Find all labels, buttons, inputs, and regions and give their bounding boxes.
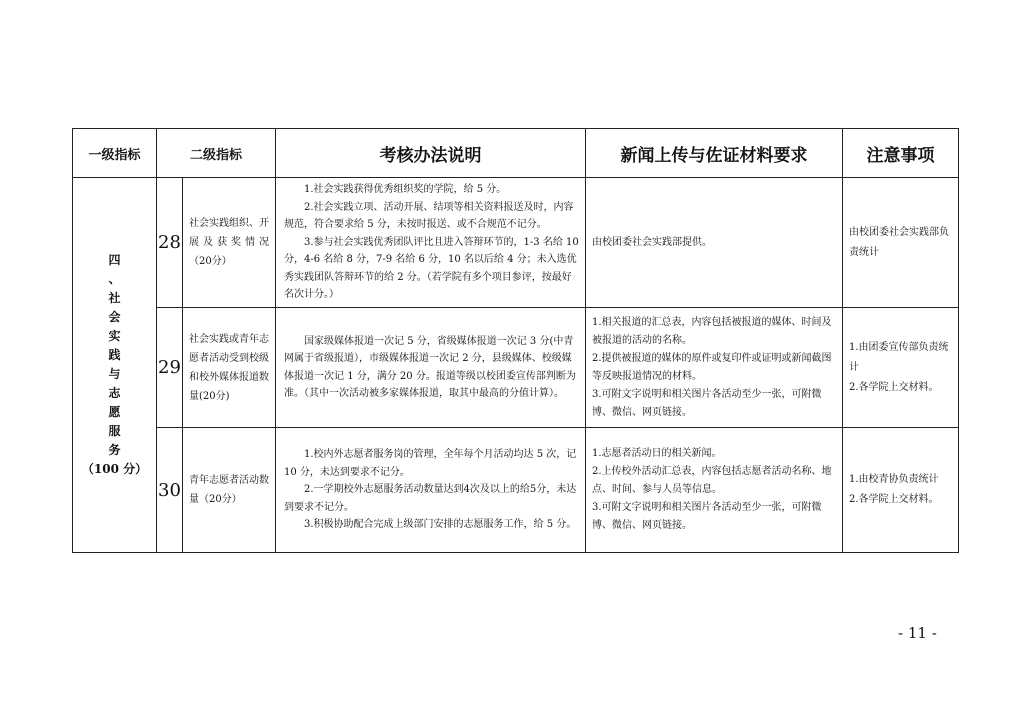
method-line: 国家级媒体报道一次记 5 分，省级媒体报道一次记 3 分(中青网属于省级报道），市级媒体报道一次记 2 分，县级媒体、校级媒体报道一次记 1 分，满分 20 分。报道等级以校团委宣传部判断为准。（其中一次活动被多家媒体报道，取其中最高的分值计算）。 [284,335,576,399]
materials-line: 由校团委社会实践部提供。 [592,236,713,248]
method-line: 2.一学期校外志愿服务活动数量达到4次及以上的给5分，未达到要求不记分。 [284,484,577,513]
method-line: 2.社会实践立项、活动开展、结项等相关资料报送及时，内容规范，符合要求给 5 分，未按时报送、或不合规范不记分。 [284,201,574,231]
method-line: 1.社会实践获得优秀组织奖的学院，给 5 分。 [304,184,507,196]
notes-line: 1.由团委宣传部负责统计 [849,341,949,373]
row-number: 29 [157,308,183,428]
category-char: 会 [108,310,121,324]
category-char: 志 [108,386,121,400]
category-cell [73,178,157,553]
category-char: 、 [108,272,121,286]
header-materials: 新闻上传与佐证材料要求 [586,129,843,178]
table-header-row [73,129,959,178]
materials-line: 3.可附文字说明和相关图片各活动至少一张，可附微博、微信、网页链接。 [592,502,822,531]
notes-line: 由校团委社会实践部负责统计 [849,226,950,258]
materials-line: 3.可附文字说明和相关图片各活动至少一张，可附微博、微信、网页链接。 [592,388,822,418]
notes-cell [843,178,959,308]
row-number: 28 [157,178,183,308]
header-method: 考核办法说明 [276,129,586,178]
category-char: 实 [108,329,121,343]
category-char: 愿 [108,405,121,419]
category-score: （100 分） [81,462,148,476]
category-char: 四 [108,253,121,267]
table-row [73,308,959,428]
sub-indicator: 社会实践组织、开展及获奖情况（20分） [183,178,276,308]
category-char: 践 [108,348,121,362]
materials-cell [586,308,843,428]
method-line: 3.参与社会实践优秀团队评比且进入答辩环节的，1-3 名给 10 分，4-6 名给 8 分，7-9 名给 6 分，10 名以后给 4 分；未入选优秀实践团队答辩环节的给 2 分。（若学院有多个项目参评，按最好名次计分。） [284,236,579,301]
category-char: 与 [108,367,121,381]
method-line: 3.积极协助配合完成上级部门安排的志愿服务工作，给 5 分。 [304,519,577,531]
evaluation-table [72,128,959,553]
materials-line: 2.提供被报道的媒体的原件或复印件或证明或新闻截图等反映报道情况的材料。 [592,352,832,382]
row-number: 30 [157,428,183,553]
materials-line: 1.志愿者活动日的相关新闻。 [592,448,722,459]
header-notes: 注意事项 [843,129,959,178]
table-row [73,428,959,553]
materials-line: 2.上传校外活动汇总表，内容包括志愿者活动名称、地点、时间、参与人员等信息。 [592,466,832,495]
table-row [73,178,959,308]
notes-cell [843,308,959,428]
category-char: 服 [108,424,121,438]
notes-line: 2.各学院上交材料。 [849,494,939,505]
sub-indicator: 社会实践或青年志愿者活动受到校级和校外媒体报道数量(20分) [183,308,276,428]
header-level1: 一级指标 [73,129,157,178]
method-line: 1.校内外志愿者服务岗的管理，全年每个月活动均达 5 次，记 10 分，未达到要求不记分。 [284,449,577,478]
header-level2: 二级指标 [157,129,276,178]
sub-indicator: 青年志愿者活动数量（20分） [183,428,276,553]
category-char: 社 [108,291,121,305]
method-cell [276,308,586,428]
materials-cell [586,428,843,553]
notes-line: 2.各学院上交材料。 [849,381,939,393]
category-char: 务 [108,443,121,457]
notes-cell [843,428,959,553]
materials-cell [586,178,843,308]
method-cell [276,428,586,553]
page-number: - 11 - [898,624,937,642]
method-cell [276,178,586,308]
materials-line: 1.相关报道的汇总表，内容包括被报道的媒体、时间及被报道的活动的名称。 [592,316,832,346]
notes-line: 1.由校青协负责统计 [849,474,939,485]
